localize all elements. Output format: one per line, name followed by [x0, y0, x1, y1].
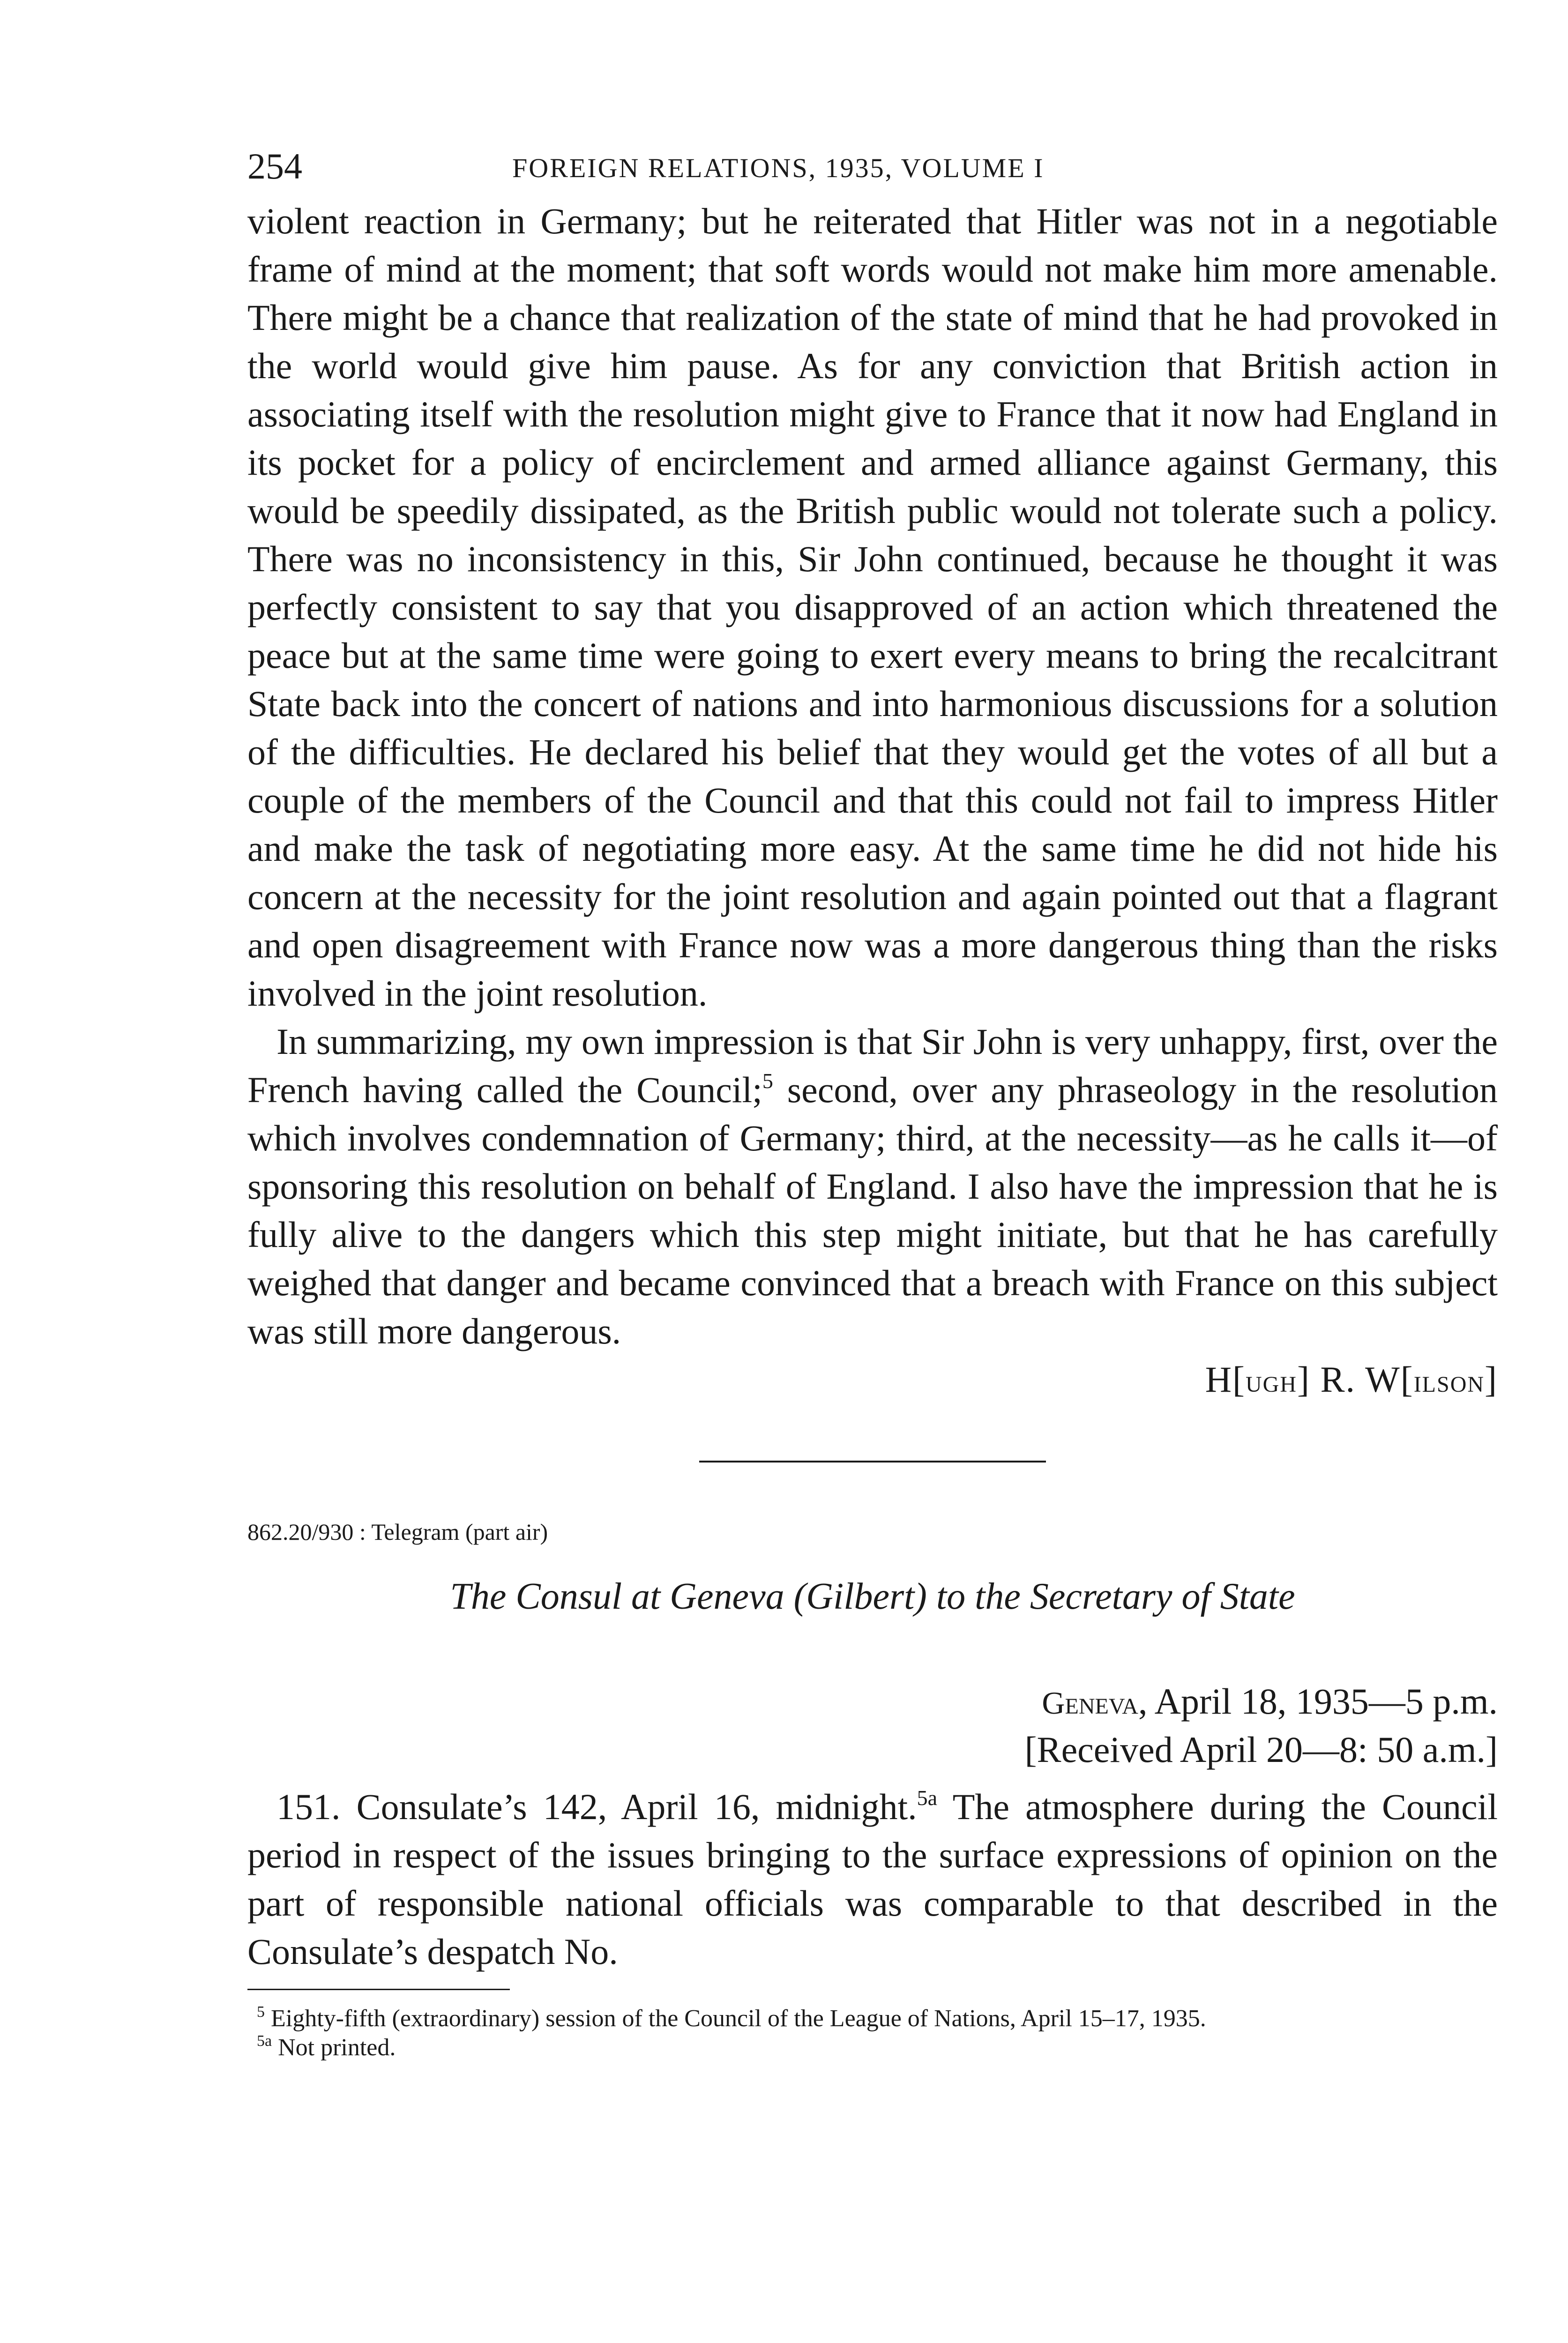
- footnote-ref-5[interactable]: 5: [762, 1069, 773, 1093]
- summary-paragraph: [247, 1017, 1498, 1355]
- footnote-rule: [247, 1989, 510, 1990]
- telegram-body: [247, 1783, 1498, 1976]
- footnote-text-5: Eighty-fifth (extraordinary) session of the Council of the League of Nations, April 15–17, 1935.: [265, 2005, 1206, 2032]
- document-page: [247, 145, 1498, 2062]
- page-number: 254: [247, 146, 302, 187]
- continuation-paragraph: violent reaction in Germany; but he reiterated that Hitler was not in a negotiable frame of mind at the moment; that soft words would not make him more amenable. There might be a chance that realization of the state of mind that he had provoked in the world would give him pause. As for any conviction that British action in associating itself with the resolution might give to France that it now had England in its pocket for a policy of encirclement and armed alliance against Germany, this would be speedily dissipated, as the British public would not tolerate such a policy. There was no inconsistency in this, Sir John continued, because he thought it was perfectly consistent to say that you disapproved of an action which threatened the peace but at the same time were going to exert every means to bring the recalcitrant State back into the concert of nations and into harmonious discussions for a solution of the difficulties. He declared his belief that they would get the votes of all but a couple of the members of the Council and that this could not fail to impress Hitler and make the task of negotiating more easy. At the same time he did not hide his concern at the necessity for the joint resolution and again pointed out that a flagrant and open disagreement with France now was a more dangerous thing than the risks involved in the joint resolution.: [247, 201, 1498, 1014]
- section-divider: [699, 1461, 1046, 1463]
- footnote-5: [247, 2004, 1498, 2033]
- signature-ugh: ugh: [1246, 1363, 1297, 1399]
- telegram-text-part1: 151. Consulate’s 142, April 16, midnight.: [276, 1786, 917, 1827]
- dateline: [247, 1678, 1498, 1773]
- footnotes: [247, 2004, 1498, 2062]
- footnote-marker-5a: 5a: [257, 2032, 272, 2050]
- document-title: The Consul at Geneva (Gilbert) to the Secretary of State: [450, 1576, 1295, 1617]
- footnote-ref-5a[interactable]: 5a: [917, 1786, 938, 1810]
- dateline-sent: [247, 1678, 1498, 1726]
- footnote-marker-5: 5: [257, 2003, 265, 2021]
- signature-end: ]: [1485, 1359, 1498, 1400]
- telegram-text-part2: The atmosphere during the Council period in respect of the issues bringing to the surface expressions of opinion on the part of responsible national officials was comparable to that described in the Consulate’s despatch No.: [247, 1786, 1498, 1972]
- footnote-text-5a: Not printed.: [272, 2034, 396, 2061]
- file-reference: 862.20/930 : Telegram (part air): [247, 1519, 548, 1545]
- signature-ilson: ilson: [1413, 1363, 1485, 1399]
- telegram-paragraph: [247, 1783, 1498, 1976]
- body-text: [247, 197, 1498, 1355]
- dateline-received: [Received April 20—8: 50 a.m.]: [1024, 1729, 1498, 1770]
- signature-mid: ] R. W[: [1297, 1359, 1414, 1400]
- footnote-5a: [247, 2033, 1498, 2062]
- signature: [247, 1355, 1498, 1405]
- summary-text-part1: In summarizing, my own impression is that Sir John is very unhappy, first, over the French having called the Council;: [247, 1021, 1498, 1110]
- running-head: [247, 145, 1498, 197]
- dateline-place: Geneva: [1042, 1685, 1138, 1721]
- running-title: FOREIGN RELATIONS, 1935, VOLUME I: [512, 153, 1045, 183]
- summary-text-part2: second, over any phraseology in the resolution which involves condemnation of Germany; third, at the necessity—as he calls it—of sponsoring this resolution on behalf of England. I also have the impression that he is fully alive to the dangers which this step might initiate, but that he has carefully weighed that danger and became convinced that a breach with France on this subject was still more dangerous.: [247, 1069, 1498, 1351]
- dateline-date: , April 18, 1935—5 p.m.: [1138, 1681, 1498, 1722]
- signature-h: H[: [1205, 1359, 1246, 1400]
